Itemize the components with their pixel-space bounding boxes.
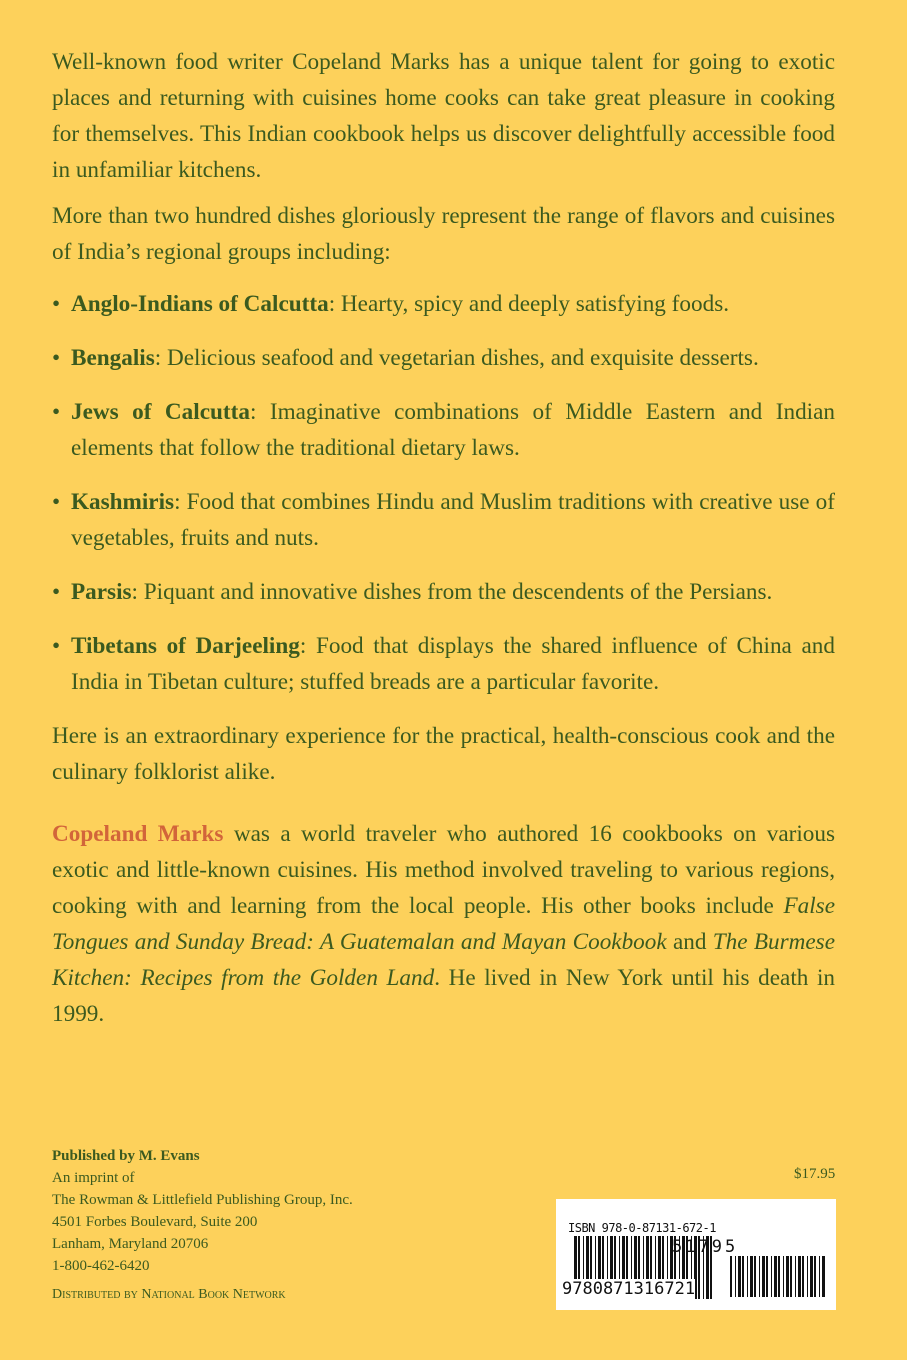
bullet-icon: • [52, 633, 61, 659]
book-title: The Burmese Kitchen: Recipes from the Golden Land [52, 929, 835, 991]
intro-paragraph: Well-known food writer Copeland Marks has a unique talent for going to exotic places and returning with cuisines home cooks can take great pleasure in cooking for themselves. This Indian cookbook helps us discover delightfully accessible food in unfamiliar kitchens. [52, 49, 835, 183]
book-title: False Tongues and Sunday Bread: A Guatemalan and Mayan Cookbook [52, 893, 835, 955]
distributor: Distributed by National Book Network [52, 1287, 286, 1302]
publisher-line: An imprint of [52, 1170, 135, 1186]
bio-text: and [666, 929, 713, 955]
region-name: Kashmiris [71, 489, 175, 515]
region-item [52, 394, 835, 466]
publisher-line: 1-800-462-6420 [52, 1258, 150, 1274]
barcode-bar [786, 1256, 789, 1297]
publisher-heading: Published by M. Evans [52, 1148, 200, 1164]
barcode-bar [790, 1256, 792, 1297]
barcode-bar [822, 1256, 825, 1297]
bio-text: was a world traveler who authored 16 cookbooks on various exotic and little-known cuisines. His method involved traveling to various regions, cooking with and learning from the local people. His other books include [52, 821, 835, 919]
region-item [52, 484, 835, 556]
region-description: : Food that displays the shared influence of China and India in Tibetan culture; stuffed breads are a particular favorite. [71, 633, 835, 695]
barcode-bar [795, 1256, 796, 1297]
region-description: : Hearty, spicy and deeply satisfying foods. [328, 291, 730, 317]
price-code: 51795 [672, 1237, 739, 1257]
region-name: Tibetans of Darjeeling [71, 633, 300, 659]
barcode-bar [802, 1256, 804, 1297]
barcode-bar [759, 1256, 760, 1297]
barcode-bar [735, 1256, 736, 1297]
publisher-line: The Rowman & Littlefield Publishing Group, Inc. [52, 1192, 353, 1208]
region-list [52, 286, 835, 700]
bio-text: . He lived in New York until his death in 1999. [52, 965, 835, 1027]
author-bio [52, 816, 835, 1032]
bullet-icon: • [52, 291, 61, 317]
region-description: : Delicious seafood and vegetarian dishes, and exquisite desserts. [154, 345, 759, 371]
publisher-line: 4501 Forbes Boulevard, Suite 200 [52, 1214, 258, 1230]
bullet-icon: • [52, 579, 61, 605]
barcode-bar [778, 1256, 780, 1297]
author-name: Copeland Marks [52, 821, 224, 847]
barcode-bar [819, 1256, 820, 1297]
barcode-bar [814, 1256, 816, 1297]
region-description: : Food that combines Hindu and Muslim traditions with creative use of vegetables, fruits and nuts. [71, 489, 835, 551]
barcode-bar [798, 1256, 801, 1297]
closing-paragraph: Here is an extraordinary experience for the practical, health-conscious cook and the culinary folklorist alike. [52, 723, 835, 785]
barcode-bar [738, 1256, 741, 1297]
region-description: : Imaginative combinations of Middle Eastern and Indian elements that follow the traditional dietary laws. [71, 399, 835, 461]
barcode-bar [774, 1256, 777, 1297]
barcode-bar [783, 1256, 784, 1297]
region-name: Bengalis [71, 345, 155, 371]
barcode-bar [730, 1256, 732, 1297]
back-cover-text [52, 44, 835, 1032]
barcode-bar [810, 1256, 813, 1297]
region-name: Jews of Calcutta [71, 399, 250, 425]
barcode-bar [754, 1256, 756, 1297]
barcode-bar [807, 1256, 808, 1297]
isbn-number: ISBN 978-0-87131-672-1 [568, 1221, 716, 1235]
region-description: : Piquant and innovative dishes from the descendents of the Persians. [131, 579, 773, 605]
isbn-barcode [556, 1199, 836, 1310]
barcode-bar [771, 1256, 772, 1297]
publisher-info [52, 1145, 353, 1306]
region-item [52, 628, 835, 700]
bullet-icon: • [52, 489, 61, 515]
publisher-line: Lanham, Maryland 20706 [52, 1236, 209, 1252]
region-name: Anglo-Indians of Calcutta [71, 291, 329, 317]
region-item [52, 286, 835, 322]
bullet-icon: • [52, 345, 61, 371]
region-item [52, 574, 835, 610]
barcode-bar [742, 1256, 744, 1297]
region-item [52, 340, 835, 376]
price: $17.95 [794, 1166, 836, 1182]
regions-intro: More than two hundred dishes gloriously represent the range of flavors and cuisines of India’s regional groups including: [52, 203, 835, 265]
barcode-bar [750, 1256, 753, 1297]
region-name: Parsis [71, 579, 132, 605]
bullet-icon: • [52, 399, 61, 425]
barcode-digits: 9780871316721 [562, 1279, 696, 1299]
barcode-bar [762, 1256, 765, 1297]
barcode-bar [766, 1256, 768, 1297]
barcode-bar [747, 1256, 748, 1297]
